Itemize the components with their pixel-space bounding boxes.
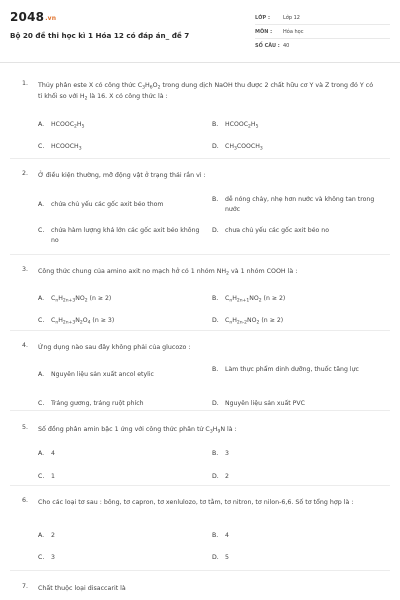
page-header: [0, 0, 400, 63]
answer-option-a[interactable]: [38, 294, 203, 304]
answer-option-a[interactable]: [38, 370, 203, 380]
question-text: Chất thuộc loại disaccarit là: [38, 585, 126, 592]
answer-option-a[interactable]: [38, 449, 203, 459]
option-text: 3: [225, 450, 229, 457]
answer-option-a[interactable]: [38, 120, 203, 130]
meta-row-count: [255, 39, 390, 52]
option-text: $HCOOC_2H_5$: [225, 121, 259, 130]
option-letter: A.: [38, 201, 45, 208]
option-letter: C.: [38, 554, 45, 561]
answer-option-b[interactable]: [212, 195, 377, 215]
option-text: $C_nH_{2n+3}NO_2$ (n ≥ 2): [51, 295, 112, 304]
question-number: 7.: [22, 583, 29, 590]
option-letter: A.: [38, 450, 45, 457]
option-text: dễ nóng chảy, nhẹ hơn nước và không tan trong nước: [225, 196, 375, 213]
question-divider: [10, 570, 390, 571]
answer-option-c[interactable]: [38, 553, 203, 563]
option-letter: D.: [212, 473, 219, 480]
option-letter: C.: [38, 143, 45, 150]
option-text: chưa chủ yếu các gốc axit béo no: [225, 227, 329, 234]
option-letter: D.: [212, 143, 219, 150]
option-text: $C_nH_{2n-2}NO_2$ (n ≥ 2): [225, 317, 284, 326]
option-text: Tráng gương, tráng ruột phích: [51, 400, 144, 407]
question-divider: [10, 254, 390, 255]
meta-value: Hóa học: [283, 28, 304, 35]
meta-key: LỚP :: [255, 14, 270, 21]
exam-meta: [255, 11, 390, 52]
question-text: Số đồng phân amin bậc 1 ứng với công thức phân tử $C_3H_9N$ là :: [38, 426, 237, 435]
option-text: Nguyên liệu sản xuất ancol etylic: [51, 371, 154, 378]
question-text: Thủy phân este X có công thức $C_3H_6O_2$ trong dung dịch NaOH thu được 2 chất hữu cơ Y và Z trong đó Y có tỉ khối so với $H_2$ là 16. X có công thức là :: [38, 82, 374, 102]
option-text: 1: [51, 473, 55, 480]
option-letter: A.: [38, 121, 45, 128]
option-text: 4: [51, 450, 55, 457]
answer-option-b[interactable]: [212, 120, 377, 130]
option-letter: D.: [212, 554, 219, 561]
option-text: 3: [51, 554, 55, 561]
question-text: Ứng dụng nào sau đây không phải của glucozo :: [38, 344, 191, 351]
meta-value: 40: [283, 42, 290, 49]
question-divider: [10, 485, 390, 486]
option-letter: C.: [38, 473, 45, 480]
answer-option-d[interactable]: [212, 142, 377, 152]
meta-value: Lớp 12: [283, 14, 300, 21]
question-text: Ở điều kiện thường, mỡ động vật ở trạng thái rắn vì :: [38, 172, 206, 179]
option-letter: A.: [38, 532, 45, 539]
answer-option-d[interactable]: [212, 399, 377, 409]
question-divider: [10, 330, 390, 331]
option-text: Làm thực phẩm dinh dưỡng, thuốc tăng lực: [225, 366, 359, 373]
meta-key: SỐ CÂU :: [255, 42, 280, 49]
answer-option-c[interactable]: [38, 226, 203, 246]
answer-option-a[interactable]: [38, 200, 203, 210]
option-letter: B.: [212, 366, 219, 373]
question-divider: [10, 410, 390, 411]
option-letter: B.: [212, 450, 219, 457]
answer-option-b[interactable]: [212, 294, 377, 304]
option-text: chứa hàm lượng khá lớn các gốc axit béo không no: [51, 227, 200, 244]
logo-tld: .vn: [45, 15, 57, 22]
logo-text: 2048: [10, 10, 45, 24]
answer-option-c[interactable]: [38, 399, 203, 409]
option-letter: C.: [38, 400, 45, 407]
question-number: 5.: [22, 424, 29, 431]
option-letter: C.: [38, 227, 45, 234]
answer-option-c[interactable]: [38, 316, 203, 326]
option-letter: B.: [212, 295, 219, 302]
option-text: 5: [225, 554, 229, 561]
option-letter: A.: [38, 371, 45, 378]
meta-row-subject: [255, 25, 390, 39]
question-divider: [10, 158, 390, 159]
answer-option-c[interactable]: [38, 142, 203, 152]
option-text: 4: [225, 532, 229, 539]
option-letter: D.: [212, 400, 219, 407]
question-text: Công thức chung của amino axit no mạch hở có 1 nhóm $NH_2$ và 1 nhóm COOH là :: [38, 268, 298, 277]
answer-option-d[interactable]: [212, 316, 377, 326]
site-logo[interactable]: [10, 10, 56, 24]
answer-option-d[interactable]: [212, 553, 377, 563]
option-letter: B.: [212, 196, 219, 203]
option-letter: C.: [38, 317, 45, 324]
answer-option-b[interactable]: [212, 449, 377, 459]
answer-option-a[interactable]: [38, 531, 203, 541]
answer-option-d[interactable]: [212, 472, 377, 482]
option-letter: D.: [212, 317, 219, 324]
option-text: $HCOOCH_3$: [51, 143, 82, 152]
option-text: $C_nH_{2n+3}N_2O_4$ (n ≥ 3): [51, 317, 115, 326]
option-text: Nguyên liệu sản xuất PVC: [225, 400, 305, 407]
option-letter: D.: [212, 227, 219, 234]
option-text: $CH_3COOCH_3$: [225, 143, 263, 152]
answer-option-b[interactable]: [212, 531, 377, 541]
option-text: chứa chủ yếu các gốc axit béo thom: [51, 201, 164, 208]
answer-option-c[interactable]: [38, 472, 203, 482]
answer-option-d[interactable]: [212, 226, 377, 236]
question-number: 6.: [22, 497, 29, 504]
meta-key: MÔN :: [255, 28, 273, 35]
question-text: Cho các loại tơ sau : bông, tơ capron, tơ xenlulozo, tơ tằm, tơ nitron, tơ nilon-6,6. Số tơ tổng hợp là :: [38, 499, 354, 506]
option-text: $C_nH_{2n+1}NO_2$ (n ≥ 2): [225, 295, 286, 304]
question-number: 2.: [22, 170, 29, 177]
question-number: 1.: [22, 80, 29, 87]
option-text: $HCOOC_2H_5$: [51, 121, 85, 130]
option-text: 2: [225, 473, 229, 480]
option-letter: B.: [212, 532, 219, 539]
question-number: 3.: [22, 266, 29, 273]
option-text: 2: [51, 532, 55, 539]
option-letter: B.: [212, 121, 219, 128]
document-title: Bộ 20 đề thi học kì 1 Hóa 12 có đáp án_ đề 7: [10, 31, 190, 40]
answer-option-b[interactable]: [212, 365, 377, 375]
option-letter: A.: [38, 295, 45, 302]
question-number: 4.: [22, 342, 29, 349]
meta-row-class: [255, 11, 390, 25]
